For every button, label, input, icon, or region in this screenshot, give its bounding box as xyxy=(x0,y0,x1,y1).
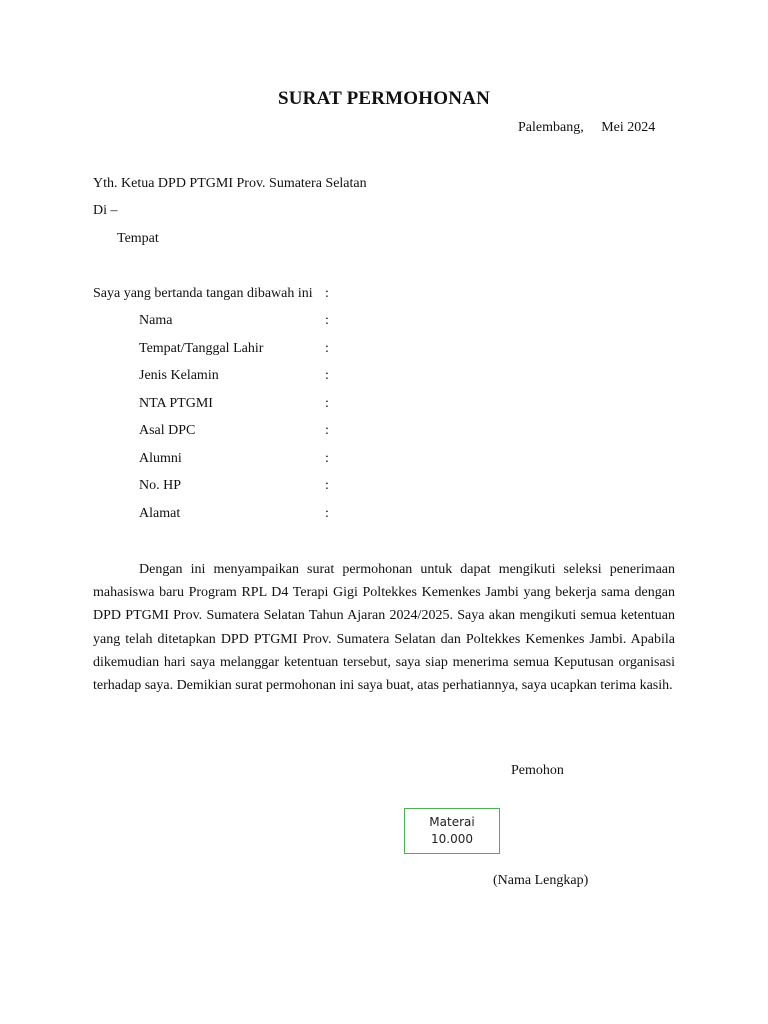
letter-title: SURAT PERMOHONAN xyxy=(277,88,491,109)
recipient-line: Yth. Ketua DPD PTGMI Prov. Sumatera Selatan xyxy=(93,176,367,191)
field-colon: : xyxy=(325,368,329,383)
field-colon: : xyxy=(325,478,329,493)
field-colon: : xyxy=(325,506,329,521)
full-name-placeholder: (Nama Lengkap) xyxy=(493,873,589,888)
field-label-nama: Nama xyxy=(139,313,173,328)
field-colon: : xyxy=(325,396,329,411)
intro-text: Saya yang bertanda tangan dibawah ini xyxy=(93,286,313,301)
body-paragraph: Dengan ini menyampaikan surat permohonan untuk dapat mengikuti seleksi penerimaan mahasiswa baru Program RPL D4 Terapi Gigi Poltekkes Kemenkes Jambi yang bekerja sama dengan DPD PTGMI Prov. Sumatera Selatan Tahun Ajaran 2024/2025. Saya akan mengikuti semua ketentuan yang telah ditetapkan DPD PTGMI Prov. Sumatera Selatan dan Poltekkes Kemenkes Jambi. Apabila dikemudian hari saya melanggar ketentuan tersebut, saya siap menerima semua Keputusan organisasi terhadap saya. Demikian surat permohonan ini saya buat, atas perhatiannya, saya ucapkan terima kasih. xyxy=(93,562,675,694)
field-colon: : xyxy=(325,313,329,328)
field-colon: : xyxy=(325,451,329,466)
field-colon: : xyxy=(325,341,329,356)
materai-stamp-box xyxy=(404,808,500,854)
field-label-no-hp: No. HP xyxy=(139,478,182,493)
recipient-place: Tempat xyxy=(117,231,159,246)
field-label-asal-dpc: Asal DPC xyxy=(139,423,196,438)
field-label-ttl: Tempat/Tanggal Lahir xyxy=(139,341,264,356)
stamp-line-2: 10.000 xyxy=(431,832,473,846)
field-label-alumni: Alumni xyxy=(139,451,182,466)
stamp-line-1: Materai xyxy=(429,815,475,829)
recipient-di: Di – xyxy=(93,203,118,218)
intro-colon: : xyxy=(325,286,329,301)
signer-label: Pemohon xyxy=(511,763,564,778)
field-label-jenis-kelamin: Jenis Kelamin xyxy=(139,368,219,383)
place-date: Palembang, Mei 2024 xyxy=(518,120,656,135)
field-label-nta: NTA PTGMI xyxy=(139,396,213,411)
field-label-alamat: Alamat xyxy=(139,506,181,521)
field-colon: : xyxy=(325,423,329,438)
